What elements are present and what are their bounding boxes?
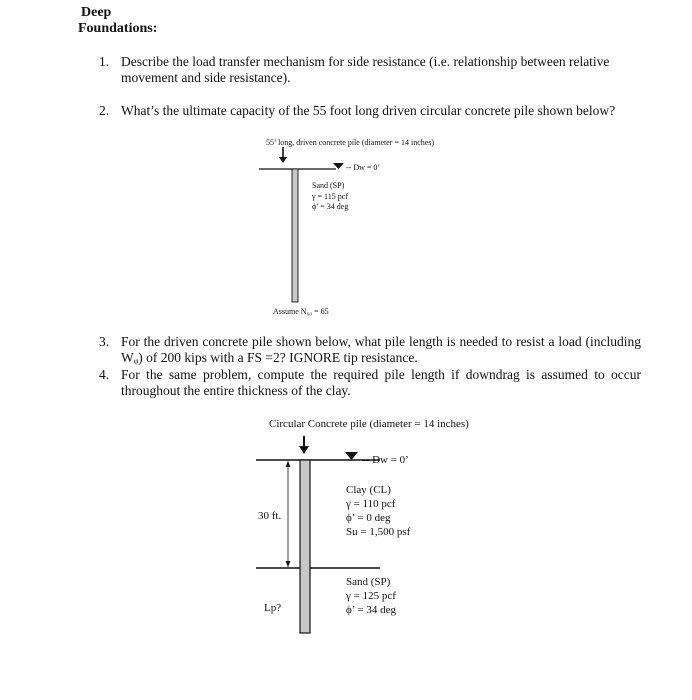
sand-phi: ϕ’ = 34 deg [346, 604, 396, 616]
pile-length-label: Lp? [264, 602, 282, 614]
sand-name: Sand (SP) [346, 576, 391, 588]
question-4-text: For the same problem, compute the required pile length if downdrag is assumed to occur throughout the entire thickness of the clay. [121, 367, 641, 398]
dimension-arrow-top [286, 461, 291, 467]
load-arrowhead-2 [299, 446, 309, 454]
figure-1-water-label: -- Dw = 0’ [346, 163, 381, 172]
clay-su: Su = 1,500 psf [346, 526, 411, 538]
sand-gamma: γ = 125 pcf [346, 590, 396, 602]
question-1-text: Describe the load transfer mechanism for side resistance (i.e. relationship between relative movement and side resistance). [121, 54, 610, 85]
question-2-text: What’s the ultimate capacity of the 55 foot long driven circular concrete pile shown below? [121, 103, 616, 118]
heading-deep: Deep [81, 5, 112, 20]
figure-1-soil-gamma: γ = 115 pcf [312, 192, 348, 201]
heading-foundations: Foundations: [78, 21, 158, 36]
question-1-number: 1. [99, 54, 110, 69]
clay-gamma: γ = 110 pcf [346, 498, 396, 510]
water-table-icon-2 [345, 452, 358, 460]
figure-1-soil-name: Sand (SP) [312, 181, 345, 190]
figure-2-title: Circular Concrete pile (diameter = 14 inches) [269, 418, 469, 430]
figure-2-water-label: -- Dw = 0’ [362, 454, 409, 466]
figure-1-title: 55’ long, driven concrete pile (diameter = 14 inches) [266, 138, 435, 147]
question-3-text: For the driven concrete pile shown below, what pile length is needed to resist a load (including Wᵩ) of 200 kips with a FS =2? IGNORE tip resistance. [121, 334, 641, 365]
question-2-number: 2. [99, 103, 110, 118]
figure-1-note: Assume N₆₀ = 65 [273, 307, 329, 316]
pile-2 [300, 460, 310, 633]
clay-name: Clay (CL) [346, 484, 391, 496]
clay-phi: ϕ’ = 0 deg [346, 512, 391, 524]
figure-1-soil-phi: ϕ’ = 34 deg [312, 202, 349, 211]
question-3-number: 3. [99, 334, 110, 349]
dimension-arrow-bottom [286, 561, 291, 567]
question-4-number: 4. [99, 367, 110, 382]
clay-thickness-label: 30 ft. [258, 510, 282, 522]
